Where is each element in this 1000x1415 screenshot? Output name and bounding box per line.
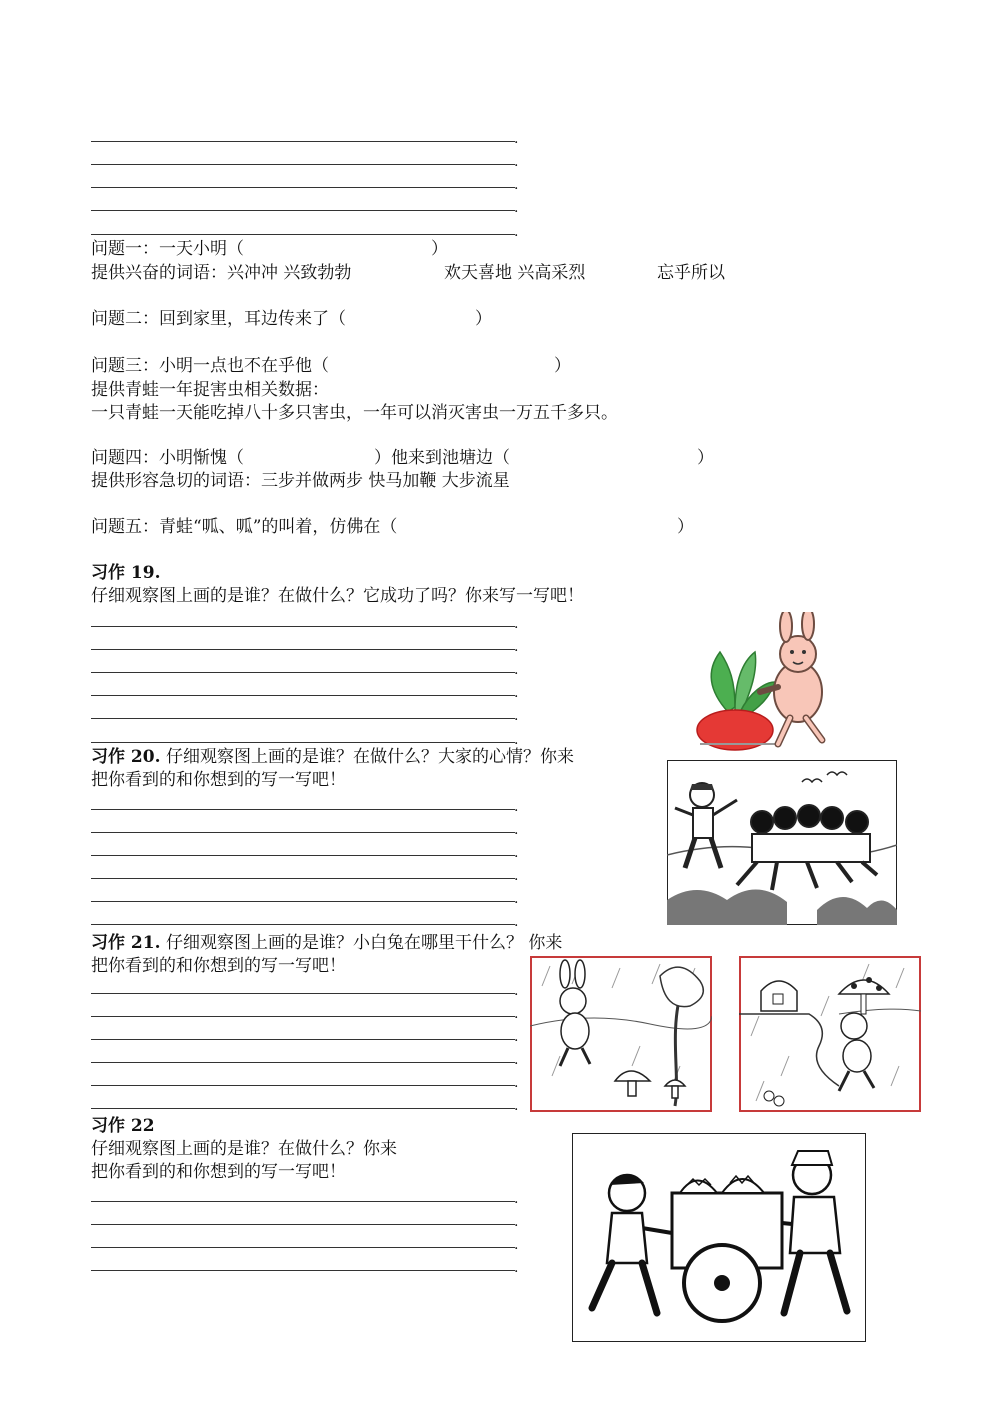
line-dot: . (514, 639, 519, 655)
writing-line[interactable] (91, 234, 515, 235)
writing-line[interactable] (91, 809, 515, 810)
line-dot: . (514, 224, 519, 240)
line-dot: . (514, 154, 519, 170)
rabbit-rain-panel-2 (739, 956, 921, 1112)
writing-line[interactable] (91, 672, 515, 673)
line-dot: . (514, 708, 519, 724)
children-playing-illustration (667, 760, 897, 925)
line-dot: . (514, 732, 519, 748)
writing-line[interactable] (91, 695, 515, 696)
question-4-hint: 提供形容急切的词语：三步并做两步 快马加鞭 大步流星 (91, 471, 510, 491)
rabbit-radish-illustration (680, 612, 860, 752)
exercise-22-title: 习作 22 (91, 1116, 155, 1136)
question-1-hint-3: 忘乎所以 (657, 263, 725, 283)
writing-line[interactable] (91, 742, 515, 743)
question-3-hint: 提供青蛙一年捉害虫相关数据： (91, 380, 329, 400)
exercise-19-title: 习作 19. (91, 563, 161, 583)
line-dot: . (514, 177, 519, 193)
rabbit-rain-panel-1 (530, 956, 712, 1112)
writing-line[interactable] (91, 1201, 515, 1202)
question-5: 问题五：青蛙“呱、呱”的叫着，仿佛在（ (91, 517, 398, 537)
line-dot: . (514, 1191, 519, 1207)
line-dot: . (514, 131, 519, 147)
exercise-21-title: 习作 21. (91, 933, 161, 953)
line-dot: . (514, 1075, 519, 1091)
writing-line[interactable] (91, 878, 515, 879)
question-1-close: ） (431, 239, 448, 259)
writing-line[interactable] (91, 855, 515, 856)
question-1-hint: 提供兴奋的词语：兴冲冲 兴致勃勃 (91, 263, 352, 283)
line-dot: . (514, 1006, 519, 1022)
writing-line[interactable] (91, 993, 515, 994)
writing-line[interactable] (91, 164, 515, 165)
line-dot: . (514, 1098, 519, 1114)
line-dot: . (514, 616, 519, 632)
line-dot: . (514, 845, 519, 861)
writing-line[interactable] (91, 924, 515, 925)
line-dot: . (514, 822, 519, 838)
line-dot: . (514, 1029, 519, 1045)
line-dot: . (514, 1260, 519, 1276)
line-dot: . (514, 868, 519, 884)
exercise-21-prompt-2: 把你看到的和你想到的写一写吧！ (91, 956, 346, 976)
exercise-21-prompt: 仔细观察图上画的是谁？小白兔在哪里干什么？ 你来 (166, 933, 563, 953)
question-5-close: ） (677, 517, 694, 537)
exercise-20-title: 习作 20. (91, 747, 161, 767)
line-dot: . (514, 799, 519, 815)
line-dot: . (514, 891, 519, 907)
exercise-19-prompt: 仔细观察图上画的是谁？在做什么？它成功了吗？你来写一写吧！ (91, 586, 584, 606)
children-cart-illustration (572, 1133, 866, 1342)
line-dot: . (514, 685, 519, 701)
writing-line[interactable] (91, 187, 515, 188)
line-dot: . (514, 1052, 519, 1068)
writing-line[interactable] (91, 649, 515, 650)
exercise-22-prompt: 仔细观察图上画的是谁？在做什么？你来 (91, 1139, 397, 1159)
exercise-20-prompt: 仔细观察图上画的是谁？在做什么？大家的心情？你来 (166, 747, 574, 767)
writing-line[interactable] (91, 626, 515, 627)
writing-line[interactable] (91, 1247, 515, 1248)
writing-line[interactable] (91, 1039, 515, 1040)
question-1: 问题一：一天小明（ (91, 239, 244, 259)
line-dot: . (514, 914, 519, 930)
question-4: 问题四：小明惭愧（ (91, 448, 244, 468)
question-4-mid: ）他来到池塘边（ (374, 448, 510, 468)
line-dot: . (514, 1214, 519, 1230)
writing-line[interactable] (91, 1016, 515, 1017)
line-dot: . (514, 200, 519, 216)
writing-line[interactable] (91, 210, 515, 211)
writing-line[interactable] (91, 1224, 515, 1225)
writing-line[interactable] (91, 832, 515, 833)
exercise-20-prompt-2: 把你看到的和你想到的写一写吧！ (91, 770, 346, 790)
writing-line[interactable] (91, 1270, 515, 1271)
question-3: 问题三：小明一点也不在乎他（ (91, 356, 329, 376)
line-dot: . (514, 983, 519, 999)
line-dot: . (514, 1237, 519, 1253)
writing-line[interactable] (91, 141, 515, 142)
question-3-close: ） (554, 356, 571, 376)
writing-line[interactable] (91, 1085, 515, 1086)
question-3-data: 一只青蛙一天能吃掉八十多只害虫，一年可以消灭害虫一万五千多只。 (91, 403, 618, 423)
question-2-close: ） (475, 309, 492, 329)
line-dot: . (514, 662, 519, 678)
question-2: 问题二：回到家里，耳边传来了（ (91, 309, 346, 329)
question-4-close: ） (697, 448, 714, 468)
writing-line[interactable] (91, 1108, 515, 1109)
writing-line[interactable] (91, 718, 515, 719)
question-1-hint-2: 欢天喜地 兴高采烈 (444, 263, 586, 283)
writing-line[interactable] (91, 1062, 515, 1063)
exercise-22-prompt-2: 把你看到的和你想到的写一写吧！ (91, 1162, 346, 1182)
writing-line[interactable] (91, 901, 515, 902)
